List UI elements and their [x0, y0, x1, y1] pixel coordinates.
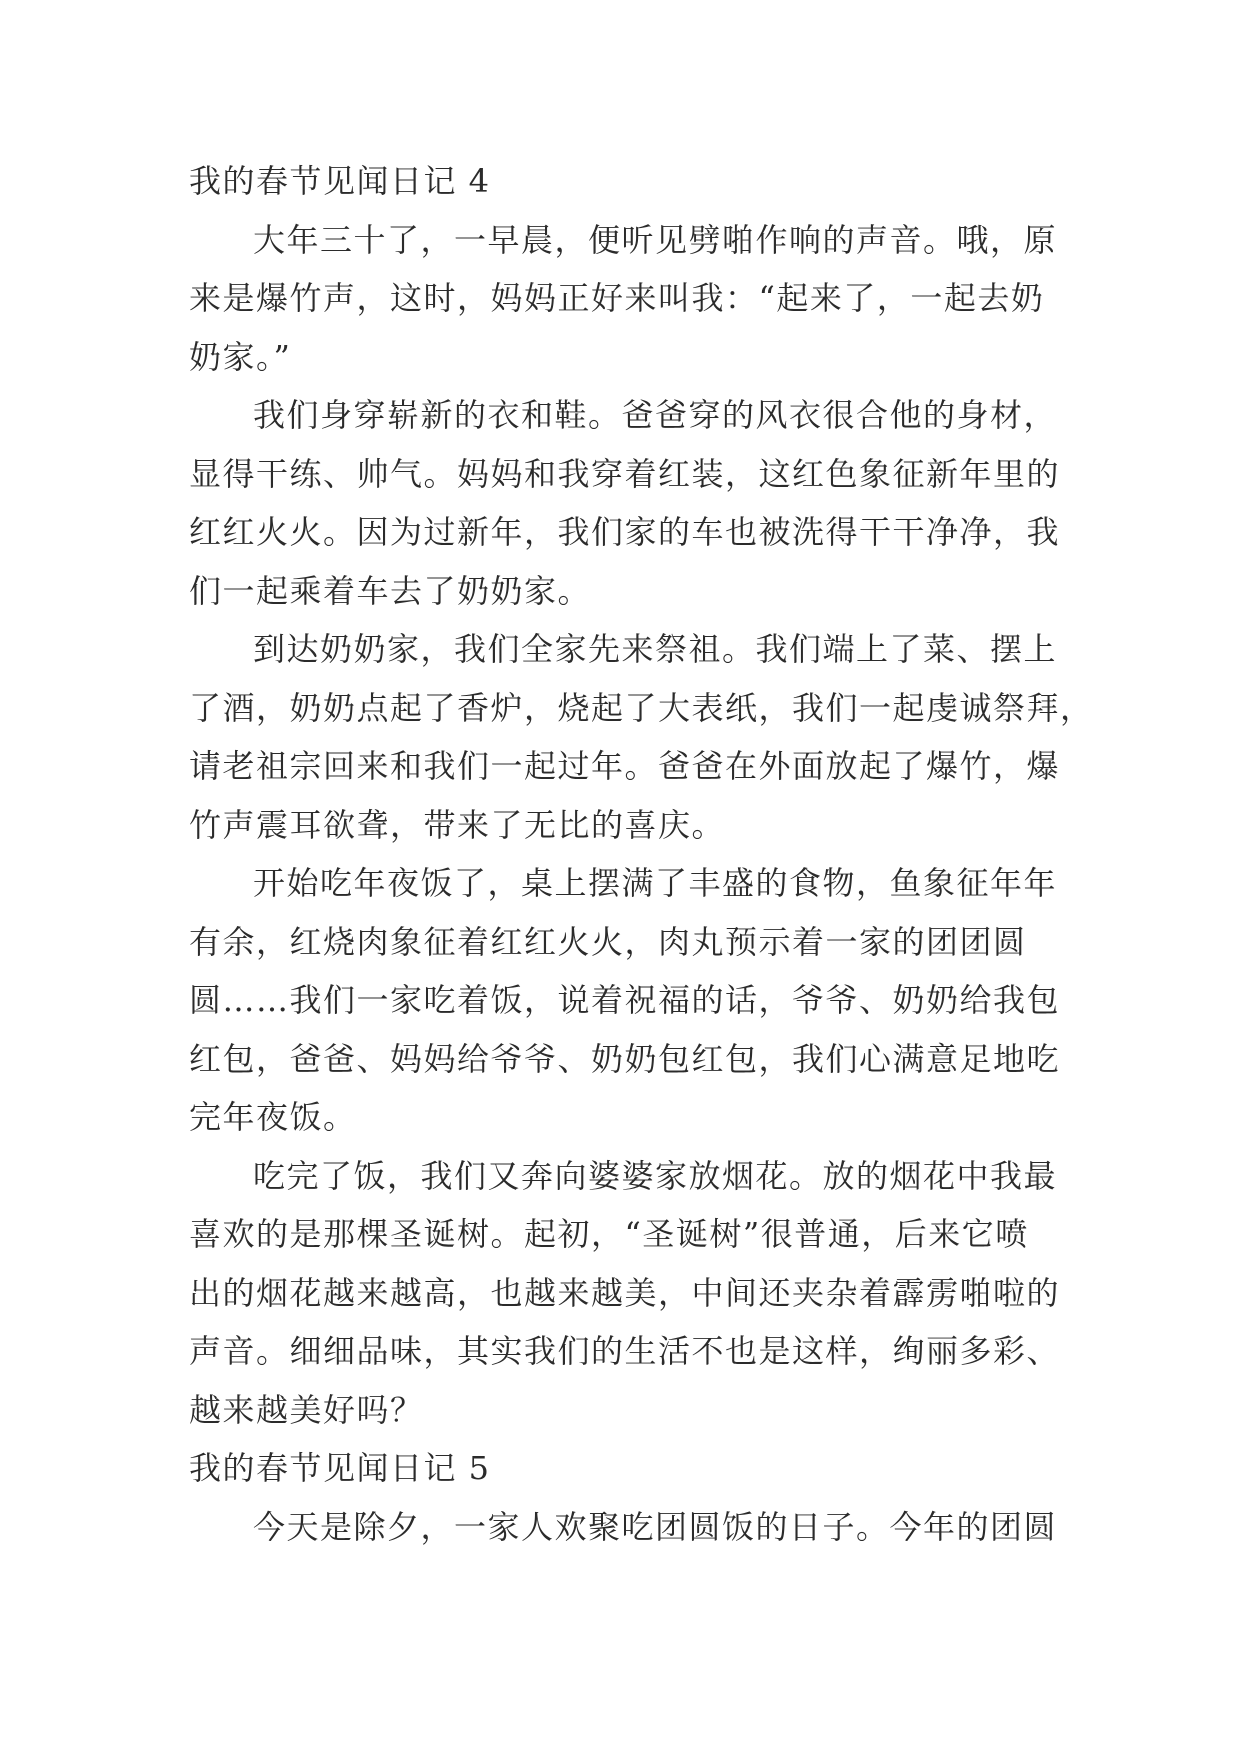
text-line: 吃完了饭，我们又奔向婆婆家放烟花。放的烟花中我最 — [253, 1156, 1058, 1195]
diary-4-paragraph-2 — [189, 386, 1064, 620]
text-line: 奶家。” — [189, 337, 292, 376]
text-line: 红包，爸爸、妈妈给爷爷、奶奶包红包，我们心满意足地吃 — [189, 1039, 1061, 1078]
text-line: 开始吃年夜饭了，桌上摆满了丰盛的食物，鱼象征年年 — [253, 864, 1058, 902]
text-line: 有余，红烧肉象征着红红火火，肉丸预示着一家的团团圆 — [189, 922, 1027, 961]
document-body — [189, 152, 1094, 1556]
diary-4-paragraph-1 — [189, 211, 1064, 387]
text-line: 大年三十了，一早晨，便听见劈啪作响的声音。哦，原 — [253, 220, 1058, 259]
diary-5-title: 我的春节见闻日记 5 — [189, 1449, 491, 1487]
text-line: 今天是除夕，一家人欢聚吃团圆饭的日子。今年的团圆 — [253, 1507, 1058, 1546]
text-line: 越来越美好吗？ — [189, 1390, 424, 1429]
text-line: 圆……我们一家吃着饭，说着祝福的话，爷爷、奶奶给我包 — [189, 981, 1061, 1019]
text-line: 来是爆竹声，这时，妈妈正好来叫我：“起来了，一起去奶 — [189, 279, 1045, 317]
text-line: 我们身穿崭新的衣和鞋。爸爸穿的风衣很合他的身材， — [253, 396, 1058, 434]
diary-4-title: 我的春节见闻日记 4 — [189, 162, 491, 200]
text-line: 到达奶奶家，我们全家先来祭祖。我们端上了菜、摆上 — [253, 630, 1058, 668]
text-line: 喜欢的是那棵圣诞树。起初，“圣诞树”很普通，后来它喷 — [189, 1215, 1029, 1253]
text-line: 完年夜饭。 — [189, 1098, 357, 1136]
diary-5-paragraph-1 — [189, 1498, 1064, 1557]
text-line: 显得干练、帅气。妈妈和我穿着红装，这红色象征新年里的 — [189, 454, 1061, 493]
text-line: 了酒，奶奶点起了香炉，烧起了大表纸，我们一起虔诚祭拜， — [189, 688, 1094, 727]
text-line: 竹声震耳欲聋，带来了无比的喜庆。 — [189, 805, 726, 844]
diary-4-paragraph-4 — [189, 854, 1064, 1147]
text-line: 请老祖宗回来和我们一起过年。爸爸在外面放起了爆竹，爆 — [189, 747, 1061, 785]
text-line: 红红火火。因为过新年，我们家的车也被洗得干干净净，我 — [189, 513, 1061, 551]
diary-4-paragraph-3 — [189, 620, 1094, 854]
diary-4-paragraph-5 — [189, 1147, 1064, 1440]
text-line: 声音。细细品味，其实我们的生活不也是这样，绚丽多彩、 — [189, 1332, 1061, 1370]
text-line: 们一起乘着车去了奶奶家。 — [189, 571, 592, 610]
text-line: 出的烟花越来越高，也越来越美，中间还夹杂着霹雳啪啦的 — [189, 1273, 1061, 1312]
